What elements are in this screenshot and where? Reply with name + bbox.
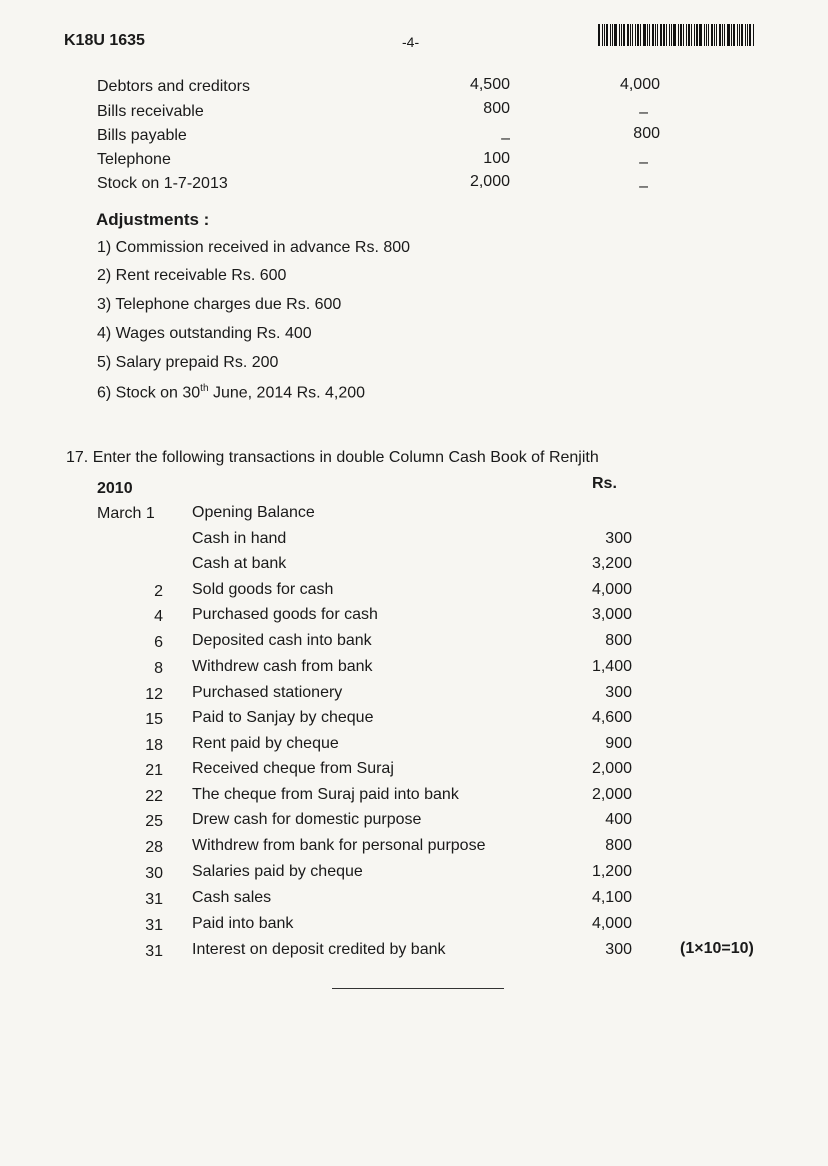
transaction-amount: 1,400: [591, 658, 632, 675]
barcode-bar: [602, 24, 603, 46]
balance-credit-debtors: 4,000: [619, 76, 660, 93]
transaction-amount: 4,000: [591, 581, 632, 598]
barcode-bar: [716, 24, 717, 46]
balance-credit-stock: –: [639, 178, 648, 195]
barcode-bar: [671, 24, 672, 46]
barcode-bar: [637, 24, 639, 46]
transaction-amount: 800: [605, 632, 632, 649]
barcode-bar: [598, 24, 600, 46]
adjustment-item6-text-end: June, 2014 Rs. 4,200: [208, 384, 366, 402]
barcode-bar: [733, 24, 735, 46]
barcode-bar: [688, 24, 690, 46]
transaction-amount: 4,100: [591, 889, 632, 906]
transaction-description: The cheque from Suraj paid into bank: [192, 786, 459, 803]
barcode-bar: [635, 24, 636, 46]
transaction-description: Sold goods for cash: [192, 581, 334, 598]
transaction-description: Cash at bank: [192, 555, 287, 572]
year-label: 2010: [97, 480, 133, 497]
barcode-bar: [612, 24, 613, 46]
adjustment-item: 2) Rent receivable Rs. 600: [97, 267, 287, 284]
transaction-description: Rent paid by cheque: [192, 735, 339, 752]
transaction-day: 15: [145, 711, 163, 728]
transaction-description: Paid into bank: [192, 915, 294, 932]
transaction-day: 4: [154, 608, 163, 625]
transaction-day: 12: [145, 686, 163, 703]
transaction-amount: 300: [605, 530, 632, 547]
transaction-amount: 2,000: [591, 760, 632, 777]
transaction-description: Interest on deposit credited by bank: [192, 941, 446, 958]
marks-allocation: (1×10=10): [680, 940, 754, 957]
balance-credit-telephone: –: [639, 154, 648, 171]
currency-header: Rs.: [592, 475, 617, 492]
barcode-bar: [627, 24, 629, 46]
transaction-description: Withdrew cash from bank: [192, 658, 373, 675]
balance-credit-bills-payable: 800: [633, 125, 660, 142]
transaction-description: Drew cash for domestic purpose: [192, 811, 422, 828]
adjustment-item6-text: 6) Stock on 30: [97, 384, 201, 402]
barcode-bar: [727, 24, 730, 46]
barcode-bar: [741, 24, 743, 46]
balance-credit-bills-receivable: –: [639, 104, 648, 121]
transaction-amount: 300: [605, 941, 632, 958]
barcode-bar: [724, 24, 725, 46]
barcode-bar: [604, 24, 605, 46]
barcode-bar: [749, 24, 751, 46]
barcode-bar: [678, 24, 679, 46]
transaction-day: 22: [145, 788, 163, 805]
barcode-bar: [753, 24, 754, 46]
transaction-description: Purchased goods for cash: [192, 606, 378, 623]
end-rule: [332, 988, 504, 989]
barcode-bar: [694, 24, 695, 46]
barcode-bar: [623, 24, 625, 46]
transaction-day: 30: [145, 865, 163, 882]
transaction-description: Salaries paid by cheque: [192, 863, 363, 880]
barcode-bar: [652, 24, 654, 46]
barcode: [598, 24, 758, 46]
transaction-description: Received cheque from Suraj: [192, 760, 394, 777]
barcode-bar: [691, 24, 692, 46]
barcode-bar: [669, 24, 670, 46]
transaction-amount: 4,600: [591, 709, 632, 726]
barcode-bar: [655, 24, 656, 46]
barcode-bar: [747, 24, 748, 46]
paper-code: K18U 1635: [64, 32, 145, 49]
transaction-day: 18: [145, 737, 163, 754]
balance-debit-telephone: 100: [483, 150, 510, 167]
transaction-amount: 3,000: [591, 606, 632, 623]
transaction-description: Opening Balance: [192, 504, 315, 521]
barcode-bar: [683, 24, 684, 46]
barcode-bar: [722, 24, 723, 46]
question-17-text: 17. Enter the following transactions in double Column Cash Book of Renjith: [66, 449, 599, 466]
balance-label-debtors: Debtors and creditors: [97, 78, 250, 95]
barcode-bar: [647, 24, 648, 46]
barcode-bar: [632, 24, 633, 46]
adjustment-item: 1) Commission received in advance Rs. 800: [97, 239, 411, 256]
barcode-bar: [643, 24, 646, 46]
adjustment-item: 4) Wages outstanding Rs. 400: [97, 325, 312, 342]
barcode-bar: [745, 24, 746, 46]
balance-label-telephone: Telephone: [97, 151, 171, 168]
balance-label-stock: Stock on 1-7-2013: [97, 175, 228, 192]
balance-debit-debtors: 4,500: [469, 76, 510, 93]
transaction-day: 6: [154, 634, 163, 651]
barcode-bar: [630, 24, 631, 46]
balance-label-bills-receivable: Bills receivable: [97, 103, 204, 120]
adjustment-item6-sup: th: [200, 383, 209, 394]
barcode-bar: [673, 24, 676, 46]
transaction-amount: 2,000: [591, 786, 632, 803]
adjustment-item: 5) Salary prepaid Rs. 200: [97, 354, 279, 371]
barcode-bar: [657, 24, 658, 46]
barcode-bar: [610, 24, 611, 46]
barcode-bar: [606, 24, 608, 46]
barcode-bar: [649, 24, 650, 46]
transaction-description: Purchased stationery: [192, 684, 343, 701]
transaction-amount: 3,200: [591, 555, 632, 572]
barcode-bar: [708, 24, 709, 46]
transaction-day: 31: [145, 917, 163, 934]
barcode-bar: [739, 24, 740, 46]
barcode-bar: [699, 24, 702, 46]
transaction-description: Withdrew from bank for personal purpose: [192, 837, 486, 854]
adjustment-item-stock: [97, 383, 365, 402]
transaction-day: 25: [145, 813, 163, 830]
transaction-day: 21: [145, 762, 163, 779]
barcode-bar: [680, 24, 682, 46]
transaction-amount: 300: [605, 684, 632, 701]
adjustments-heading: Adjustments :: [96, 210, 210, 229]
transaction-description: Cash sales: [192, 889, 272, 906]
barcode-bar: [714, 24, 715, 46]
barcode-bar: [614, 24, 617, 46]
adjustment-item: 3) Telephone charges due Rs. 600: [97, 296, 342, 313]
transaction-day: 2: [154, 583, 163, 600]
transaction-description: Cash in hand: [192, 530, 287, 547]
page-number: -4-: [402, 34, 420, 50]
month-label: March 1: [97, 505, 155, 522]
transaction-amount: 400: [605, 811, 632, 828]
barcode-bar: [640, 24, 641, 46]
transaction-day: 31: [145, 891, 163, 908]
barcode-bar: [660, 24, 662, 46]
barcode-bar: [704, 24, 705, 46]
barcode-bar: [663, 24, 665, 46]
balance-debit-bills-receivable: 800: [483, 100, 510, 117]
transaction-day: 28: [145, 839, 163, 856]
barcode-bar: [696, 24, 698, 46]
balance-debit-stock: 2,000: [469, 173, 510, 190]
transaction-amount: 800: [605, 837, 632, 854]
barcode-bar: [666, 24, 667, 46]
transaction-description: Deposited cash into bank: [192, 632, 372, 649]
barcode-bar: [737, 24, 738, 46]
barcode-bar: [731, 24, 732, 46]
transaction-day: 31: [145, 943, 163, 960]
transaction-amount: 1,200: [591, 863, 632, 880]
barcode-bar: [719, 24, 721, 46]
balance-label-bills-payable: Bills payable: [97, 127, 187, 144]
barcode-bar: [621, 24, 622, 46]
barcode-bar: [706, 24, 707, 46]
transaction-amount: 4,000: [591, 915, 632, 932]
barcode-bar: [711, 24, 713, 46]
barcode-bar: [619, 24, 620, 46]
transaction-amount: 900: [605, 735, 632, 752]
barcode-bar: [686, 24, 687, 46]
transaction-day: 8: [154, 660, 163, 677]
transaction-description: Paid to Sanjay by cheque: [192, 709, 374, 726]
balance-debit-bills-payable: –: [501, 130, 510, 147]
